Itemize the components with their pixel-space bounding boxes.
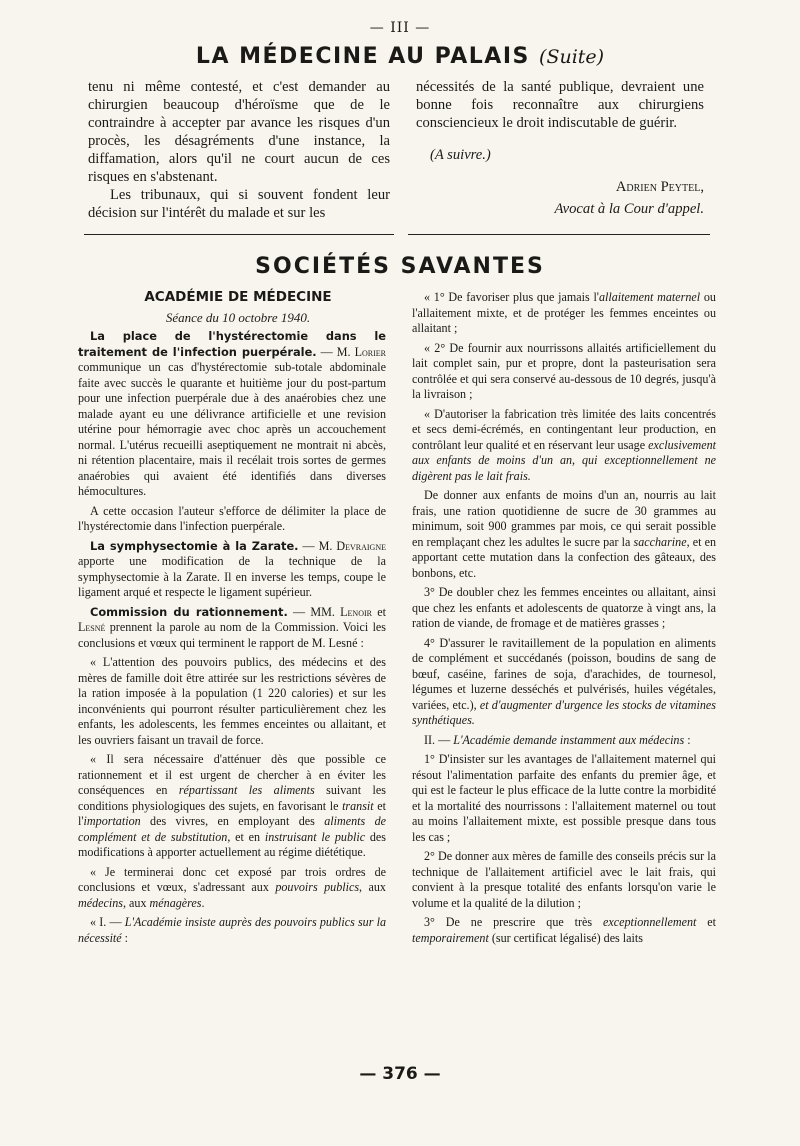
- paragraph: tenu ni même contesté, et c'est demander au chirurgien beaucoup d'héroïsme que de le contraindre à accepter par avance les risques d'un procès, les désagréments d'une instance, la diffamation, alors qu'il ne court aucun de ces risques en s'abstenant.: [88, 79, 390, 185]
- paragraph: 1° D'insister sur les avantages de l'allaitement maternel qui résout l'alimentation parfaite des enfants du premier âge, et qui est le facteur le plus efficace de la lutte contre la morbidité et la mortalité des nourrissons : l'allaitement maternel ou tout au moins l'allaitement mixte, est possible presque dans tous les cas ;: [412, 752, 716, 844]
- article-heading: [0, 44, 800, 69]
- page-number: — 376 —: [359, 1064, 441, 1084]
- topic-title: La place de l'hystérectomie dans le traitement de l'infection puerpérale.: [78, 329, 386, 359]
- top-right-column: [416, 78, 704, 218]
- left-column: [78, 290, 386, 950]
- paragraph: « Je terminerai donc cet exposé par trois ordres de conclusions et vœux, s'adressant aux pouvoirs publics, aux médecins, aux ménagères.: [78, 864, 386, 910]
- section-title: SOCIÉTÉS SAVANTES: [255, 254, 545, 279]
- paragraph: nécessités de la santé publique, devraient une bonne fois reconnaître aux chirurgiens consciencieux le droit indiscutable de guérir.: [416, 79, 704, 131]
- paragraph: 3° De doubler chez les femmes enceintes ou allaitant, ainsi que chez les enfants et adolescents de quatorze à vingt ans, la ration de viande, de fromage et de matières grasses ;: [412, 585, 716, 630]
- author-name: Devraigne: [336, 538, 386, 553]
- paragraph: De donner aux enfants de moins d'un an, nourris au lait frais, une ration quotidienne de sucre de 30 grammes au minimum, soit 900 grammes par mois, ce qui serait possible en remplaçant chez les adultes le sucre par la saccharine, et en apportant cette mutation dans la confection des gâteaux, des bonbons, etc.: [412, 488, 716, 580]
- paragraph: « D'autoriser la fabrication très limitée des laits concentrés et secs demi-écrémés, en contingentant leur production, en contrôlant leur qualité et en réservant leur usage exclusivement aux enfants de moins d'un an, qui exceptionnellement ne digèrent pas le lait frais.: [412, 406, 716, 483]
- paragraph: Les tribunaux, qui si souvent fondent leur décision sur l'intérêt du malade et sur les: [88, 187, 390, 221]
- author-title: Avocat à la Cour d'appel.: [554, 201, 704, 217]
- paragraph: A cette occasion l'auteur s'efforce de délimiter la place de l'hystérectomie dans l'infection puerpérale.: [78, 503, 386, 533]
- author-name: Lorier: [354, 344, 386, 359]
- paragraph: 4° D'assurer le ravitaillement de la population en aliments de complément et succédanés (poisson, boudins de sang de bœuf, caséine, farines de soja, d'arachides, de tournesol, légumes et luzerne desséchés et pulvérisés, huiles végétales, variées, etc.), et d'augmenter d'urgence les stocks de vitamines synthétiques.: [412, 635, 717, 727]
- paragraph: « I. — L'Académie insiste auprès des pouvoirs publics sur la nécessité :: [78, 915, 387, 945]
- paragraph: II. — L'Académie demande instamment aux médecins :: [424, 732, 691, 747]
- session-date: Séance du 10 octobre 1940.: [165, 309, 311, 325]
- paragraph: « 1° De favoriser plus que jamais l'allaitement maternel ou l'allaitement mixte, et de protéger les femmes enceintes ou allaitant ;: [412, 290, 716, 335]
- a-suivre-note: (A suivre.): [430, 147, 491, 163]
- paragraph: « 2° De fournir aux nourrissons allaités artificiellement du lait complet sain, pur et propre, dont la pasteurisation sera contrôlée et qui sera conservé au-dessous de 10 degrés, jusqu'à la livraison ;: [412, 340, 716, 401]
- paragraph: « Il sera nécessaire d'atténuer dès que possible ce rationnement et il est urgent de chercher à en éviter les conséquences en répartissant les aliments suivant les conditions physiologiques des sujets, en favorisant le transit et l'importation des vivres, en employant des aliments de complément et de substitution, et en instruisant le public des modifications à apporter actuellement au régime diététique.: [78, 752, 386, 859]
- divider-rule: [84, 234, 394, 235]
- author-name: Lesné: [78, 620, 106, 634]
- divider-rule: [408, 234, 710, 235]
- topic-title: Commission du rationnement.: [90, 604, 288, 619]
- paragraph: « L'attention des pouvoirs publics, des médecins et des mères de famille doit être attirée sur les restrictions sévères de la ration imposée à la population (1 220 calories) et sur les inconvénients qui pourront résulter particulièrement chez les enfants, les adolescents, les femmes enceintes ou allaitant, et les ouvriers faisant un travail de force.: [78, 655, 386, 747]
- author-name: Adrien Peytel,: [615, 179, 704, 195]
- paragraph: Commission du rationnement. — MM. Lenoir et Lesné prennent la parole au nom de la Commission. Voici les conclusions et vœux qui terminent le rapport de M. Lesné :: [78, 604, 386, 650]
- topic-title: La symphysectomie à la Zarate.: [90, 538, 299, 553]
- folio-number: — III —: [369, 20, 431, 36]
- paragraph: La place de l'hystérectomie dans le traitement de l'infection puerpérale. — M. Lorier communique un cas d'hystérectomie sub-totale abdominale faite avec succès le quarante et huitième jour du post-partum pour une infection puerpérale due à des anaérobies chez une malade ayant eu une délivrance artificielle et une revision utérine pour hémorragie avec choc après un accouchement normal. L'utérus recueilli aseptiquement ne montrait ni abcès, ni rétention placentaire, mais il recélait trois sortes de germes anaérobies qui avaient été identifiés dans diverses hémocultures.: [78, 329, 386, 498]
- paragraph: 2° De donner aux mères de famille des conseils précis sur la technique de l'allaitement artificiel avec le lait frais, qui convient à la presque totalité des enfants lorsqu'on varie le volume et la qualité de la dilution ;: [412, 849, 716, 910]
- article-suite: (Suite): [539, 46, 605, 68]
- paragraph: 3° De ne prescrire que très exceptionnellement et temporairement (sur certificat légalisé) des laits: [412, 915, 716, 945]
- author-name: Lenoir: [340, 604, 372, 619]
- top-left-column: [88, 78, 390, 222]
- article-title: LA MÉDECINE AU PALAIS: [195, 44, 530, 69]
- academy-heading: ACADÉMIE DE MÉDECINE: [144, 289, 332, 305]
- paragraph: La symphysectomie à la Zarate. — M. Devraigne apporte une modification de la technique de la symphysectomie à la Zarate. Il en inverse les temps, coupe le ligament arqué et respecte le ligament supérieur.: [78, 538, 386, 599]
- right-column: [412, 290, 716, 950]
